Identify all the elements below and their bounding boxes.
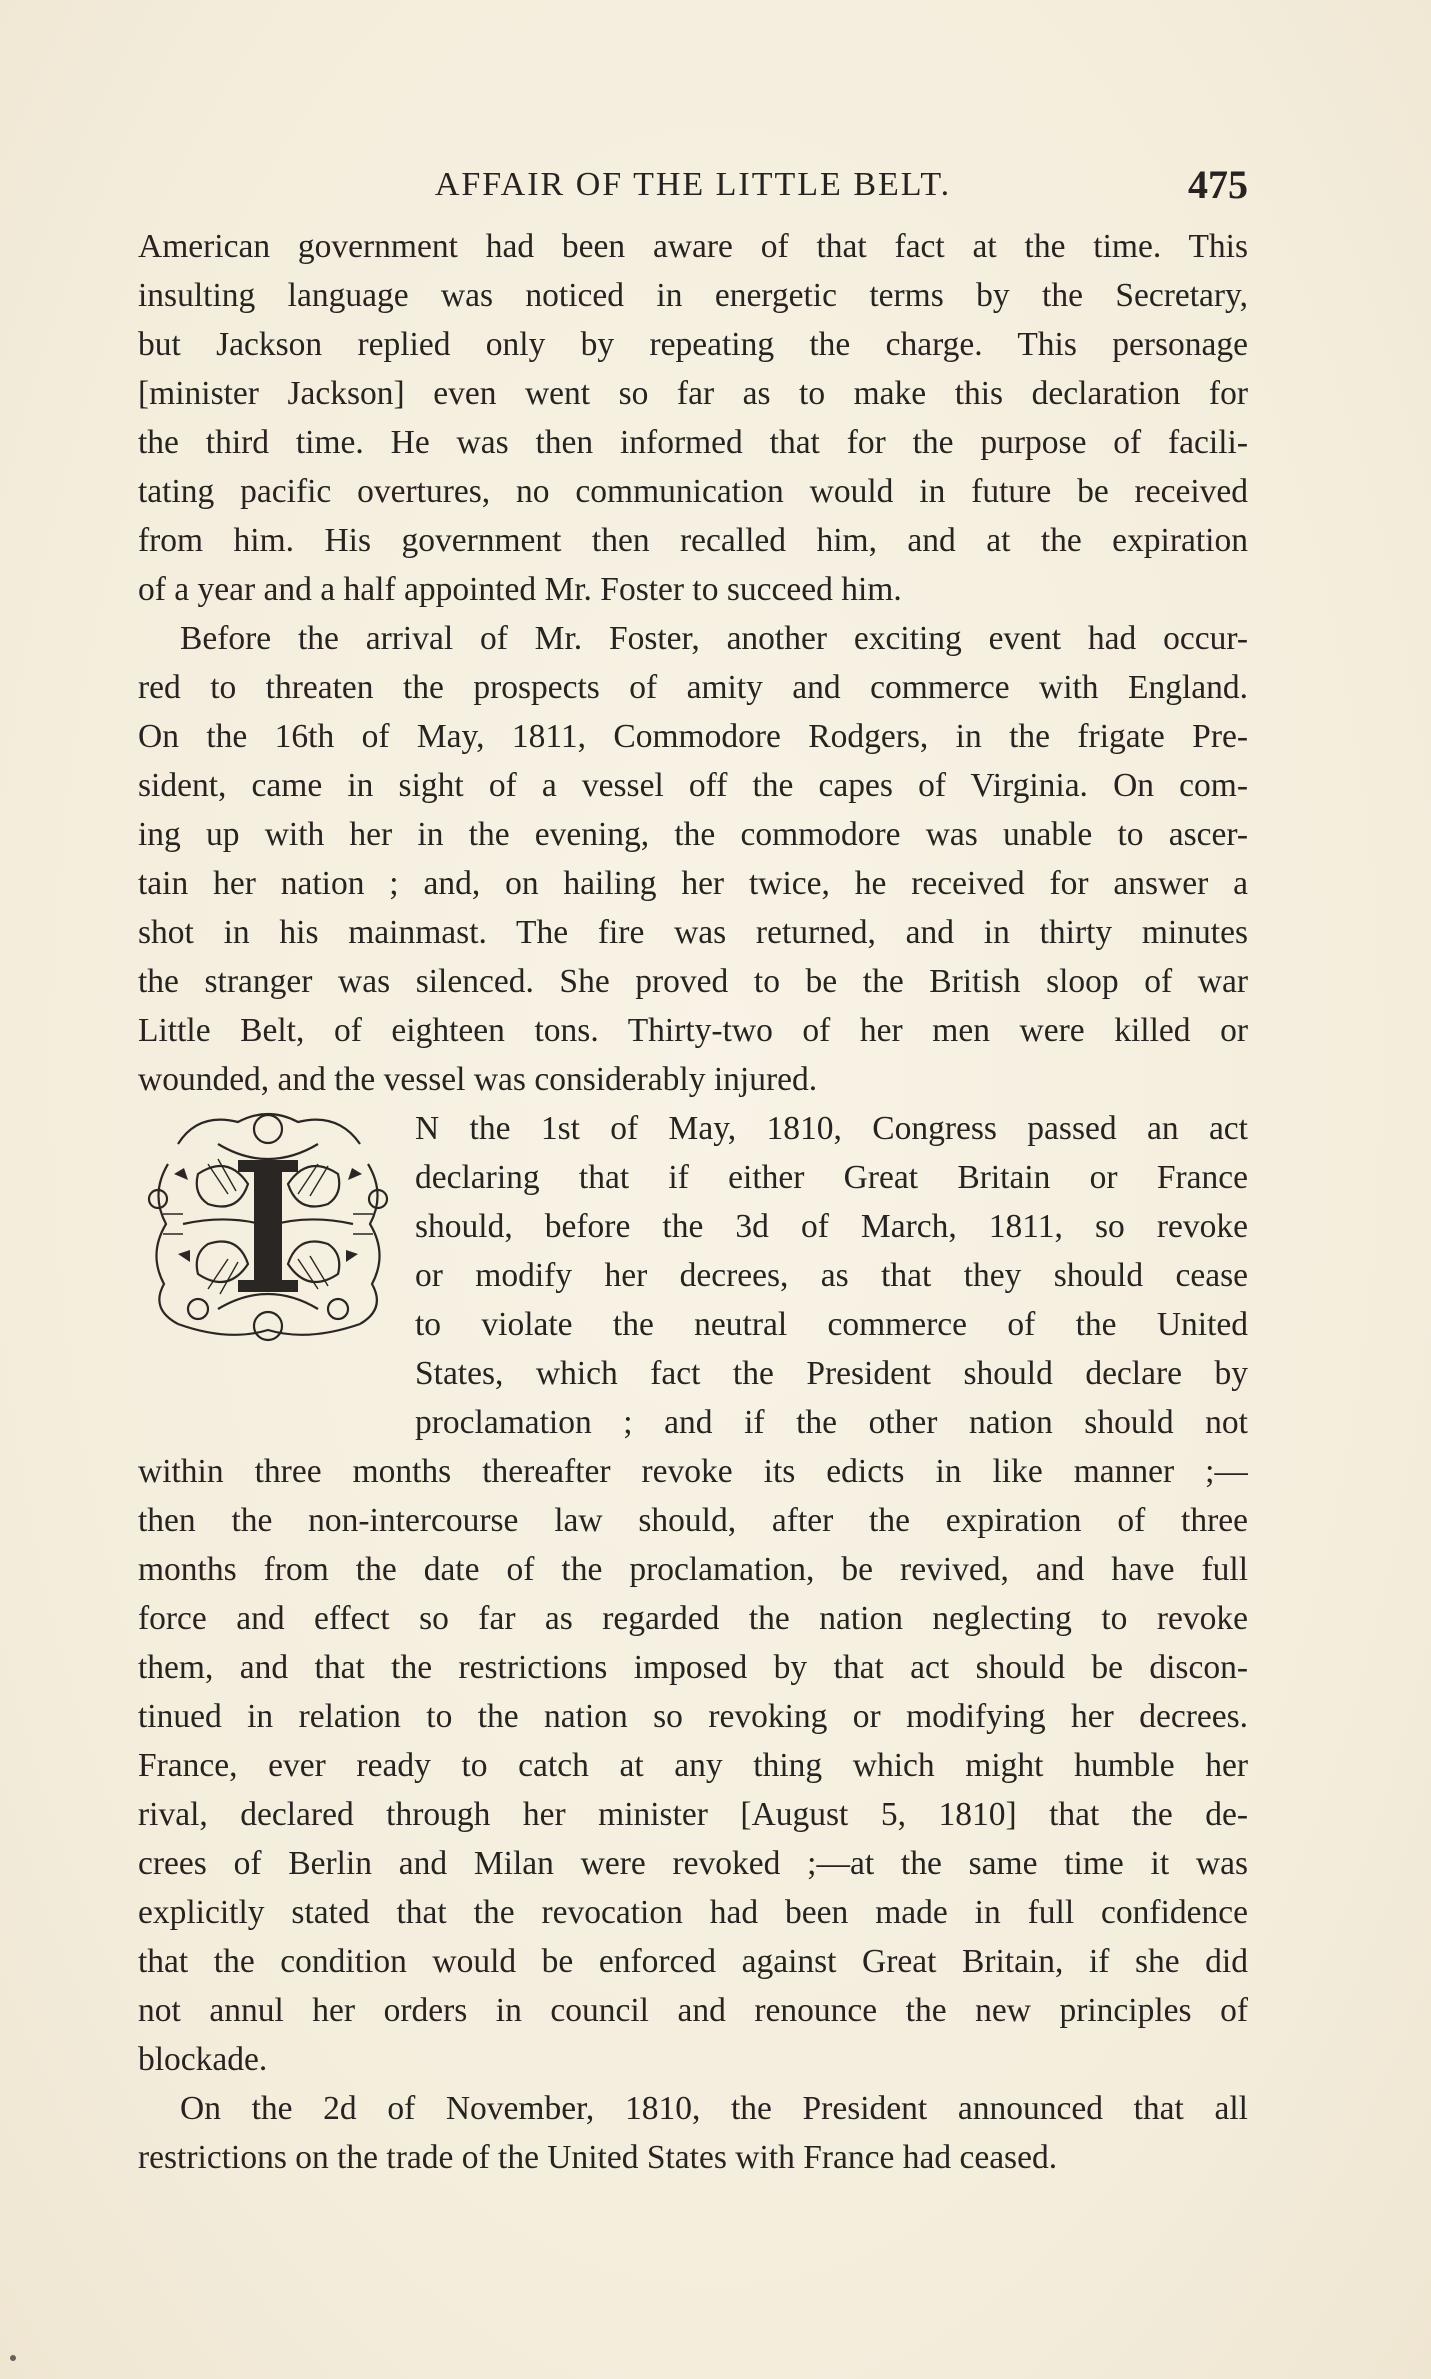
running-title: AFFAIR OF THE LITTLE BELT. xyxy=(434,166,952,203)
text-line: N the 1st of May, 1810, Congress passed an act xyxy=(415,1110,1248,1147)
text-line: red to threaten the prospects of amity and commerce with England. xyxy=(138,669,1248,706)
text-line: ing up with her in the evening, the commodore was unable to ascer- xyxy=(138,816,1248,853)
text-line: On the 16th of May, 1811, Commodore Rodgers, in the frigate Pre- xyxy=(138,718,1248,755)
text-line: that the condition would be enforced against Great Britain, if she did xyxy=(138,1943,1248,1980)
text-line: Before the arrival of Mr. Foster, another exciting event had occur- xyxy=(180,620,1248,657)
paper-speck xyxy=(10,2355,16,2361)
text-line: blockade. xyxy=(138,2041,268,2078)
text-line: proclamation ; and if the other nation should not xyxy=(415,1404,1248,1441)
text-line: American government had been aware of that fact at the time. This xyxy=(138,228,1248,265)
text-line: from him. His government then recalled him, and at the expiration xyxy=(138,522,1248,559)
text-line: States, which fact the President should declare by xyxy=(415,1355,1248,1392)
text-line: to violate the neutral commerce of the United xyxy=(415,1306,1248,1343)
text-line: force and effect so far as regarded the nation neglecting to revoke xyxy=(138,1600,1248,1637)
text-line: Little Belt, of eighteen tons. Thirty-two of her men were killed or xyxy=(138,1012,1248,1049)
paragraph-2 xyxy=(138,614,1248,1104)
running-head xyxy=(138,160,1248,210)
text-line: restrictions on the trade of the United States with France had ceased. xyxy=(138,2139,1058,2176)
text-line: On the 2d of November, 1810, the President announced that all xyxy=(180,2090,1248,2127)
page-number: 475 xyxy=(1188,162,1248,207)
text-line: should, before the 3d of March, 1811, so revoke xyxy=(415,1208,1248,1245)
ornamental-initial-icon xyxy=(138,1104,398,1349)
text-line: France, ever ready to catch at any thing which might humble her xyxy=(138,1747,1248,1784)
text-line: of a year and a half appointed Mr. Foster to succeed him. xyxy=(138,571,902,608)
text-line: insulting language was noticed in energetic terms by the Secretary, xyxy=(138,277,1248,314)
body-text xyxy=(138,222,1248,2182)
text-line: [minister Jackson] even went so far as to make this declaration for xyxy=(138,375,1248,412)
text-line: sident, came in sight of a vessel off the capes of Virginia. On com- xyxy=(138,767,1248,804)
paragraph-1 xyxy=(138,222,1248,614)
text-line: tain her nation ; and, on hailing her twice, he received for answer a xyxy=(138,865,1248,902)
ornamental-initial xyxy=(138,1104,398,1349)
text-line: not annul her orders in council and renounce the new principles of xyxy=(138,1992,1248,2029)
text-line: crees of Berlin and Milan were revoked ;—at the same time it was xyxy=(138,1845,1248,1882)
text-line: then the non-intercourse law should, after the expiration of three xyxy=(138,1502,1248,1539)
text-line: within three months thereafter revoke its edicts in like manner ;— xyxy=(138,1453,1248,1490)
paragraph-3-dropcap-tail xyxy=(138,1349,1248,1447)
text-line: wounded, and the vessel was considerably injured. xyxy=(138,1061,818,1098)
text-line: shot in his mainmast. The fire was returned, and in thirty minutes xyxy=(138,914,1248,951)
text-line: tating pacific overtures, no communication would in future be received xyxy=(138,473,1248,510)
paragraph-3-dropcap-block xyxy=(138,1104,1248,1349)
text-line: but Jackson replied only by repeating the charge. This personage xyxy=(138,326,1248,363)
text-line: or modify her decrees, as that they should cease xyxy=(415,1257,1248,1294)
text-line: tinued in relation to the nation so revoking or modifying her decrees. xyxy=(138,1698,1248,1735)
text-line: the third time. He was then informed that for the purpose of facili- xyxy=(138,424,1248,461)
dropcap-wrapped-lines xyxy=(415,1104,1248,1349)
text-line: explicitly stated that the revocation had been made in full confidence xyxy=(138,1894,1248,1931)
text-line: the stranger was silenced. She proved to be the British sloop of war xyxy=(138,963,1248,1000)
text-line: them, and that the restrictions imposed by that act should be discon- xyxy=(138,1649,1248,1686)
paragraph-3 xyxy=(138,1447,1248,2084)
text-line: months from the date of the proclamation, be revived, and have full xyxy=(138,1551,1248,1588)
text-line: declaring that if either Great Britain or France xyxy=(415,1159,1248,1196)
text-line: rival, declared through her minister [August 5, 1810] that the de- xyxy=(138,1796,1248,1833)
paragraph-4 xyxy=(138,2084,1248,2182)
